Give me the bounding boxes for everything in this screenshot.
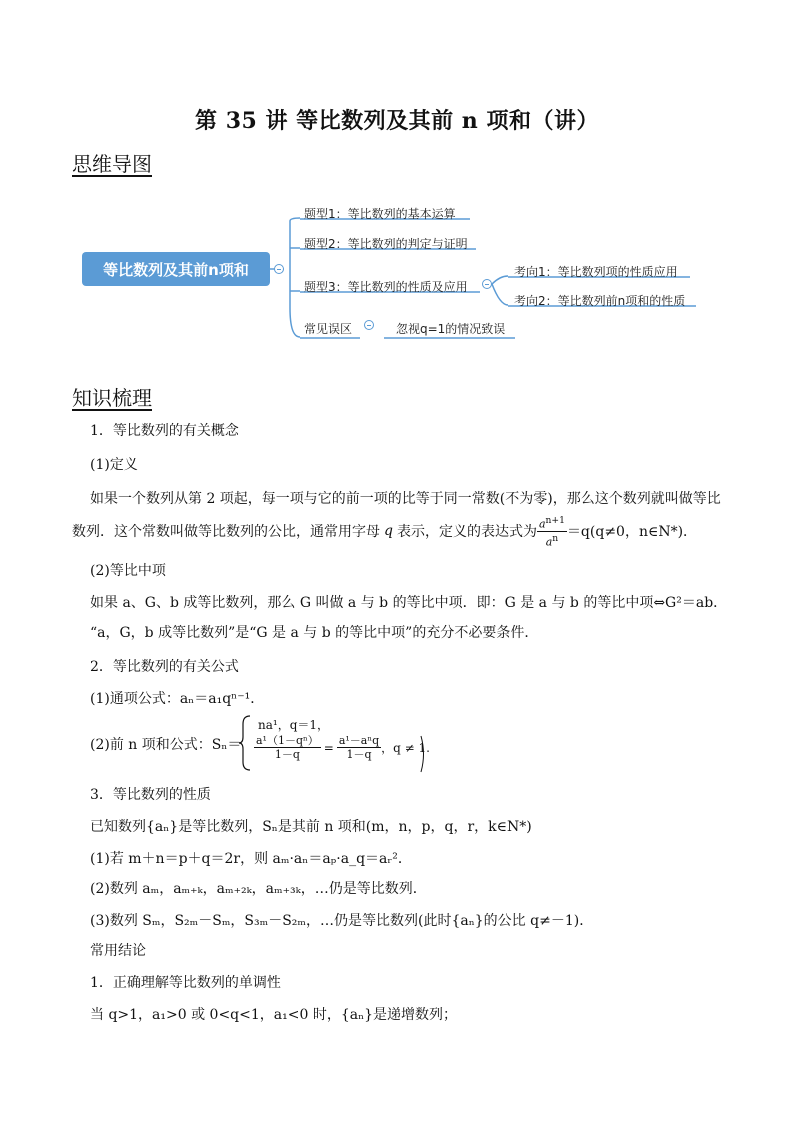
subheading-geometric-mean: (2)等比中项 [90, 563, 166, 579]
mindmap-branch-1[interactable]: 题型1：等比数列的基本运算 [304, 207, 456, 221]
mindmap-root[interactable]: 等比数列及其前n项和 [82, 252, 270, 286]
collapse-icon[interactable] [274, 264, 284, 274]
formula-sum-case-2 [254, 734, 430, 761]
property-intro: 已知数列{aₙ}是等比数列，Sₙ是其前 n 项和(m，n，p，q，r，k∈N*) [90, 819, 532, 835]
definition-line-2 [72, 514, 697, 548]
mindmap-branch-2[interactable]: 题型2：等比数列的判定与证明 [304, 237, 468, 251]
equals-sign: = [323, 740, 334, 755]
common-conclusions-heading: 常用结论 [90, 943, 146, 959]
section-mindmap-heading: 思维导图 [72, 152, 152, 176]
formula-sum-label: (2)前 n 项和公式：Sₙ＝ [90, 737, 242, 753]
collapse-icon[interactable] [364, 320, 374, 330]
sum-fraction-1-numerator: a¹（1－qⁿ） [256, 734, 319, 747]
mindmap-sub-branch-2[interactable]: 考向2：等比数列前n项和的性质 [514, 294, 686, 308]
property-3: (3)数列 Sₘ，S₂ₘ－Sₘ，S₃ₘ－S₂ₘ，…仍是等比数列(此时{aₙ}的公比 q≠－1)． [90, 913, 594, 929]
section-knowledge-heading: 知识梳理 [72, 386, 152, 410]
ratio-fraction [537, 514, 567, 548]
definition-text-2: 表示，定义的表达式为 [396, 524, 537, 541]
mindmap-branch-3[interactable]: 题型3：等比数列的性质及应用 [304, 280, 468, 294]
fraction-numerator: $a^{n+1}$ [538, 515, 565, 531]
variable-q: q [384, 523, 393, 540]
heading-properties: 3．等比数列的性质 [90, 787, 211, 803]
sum-fraction-1-denominator: 1－q [274, 748, 300, 761]
conclusion-1: 1．正确理解等比数列的单调性 [90, 975, 281, 991]
definition-line-1: 如果一个数列从第 2 项起，每一项与它的前一项的比等于同一常数(不为零)，那么这个数列就叫做等比 [90, 491, 721, 507]
heading-formulas: 2．等比数列的有关公式 [90, 659, 239, 675]
sum-fraction-2-denominator: 1－q [346, 748, 372, 761]
mindmap-branch-4[interactable]: 常见误区 [304, 322, 353, 336]
sum-fraction-1 [254, 734, 321, 761]
subheading-definition: (1)定义 [90, 457, 138, 473]
heading-concepts: 1．等比数列的有关概念 [90, 423, 239, 439]
sum-fraction-2-numerator: a¹－aⁿq [338, 734, 380, 747]
conclusion-1-detail: 当 q>1，a₁>0 或 0<q<1，a₁<0 时，{aₙ}是递增数列； [90, 1007, 458, 1023]
definition-text: 数列．这个常数叫做等比数列的公比，通常用字母 [72, 524, 380, 541]
property-1: (1)若 m＋n＝p＋q＝2r，则 aₘ·aₙ＝aₚ·a_q＝aᵣ²． [90, 851, 412, 867]
mindmap-misc-node[interactable]: 忽视q=1的情况致误 [396, 322, 506, 336]
formula-sum-case-1: na¹，q＝1， [258, 718, 330, 732]
page-title: 第 35 讲 等比数列及其前 n 项和（讲） [195, 108, 599, 134]
sum-fraction-2 [337, 734, 381, 761]
formula-general-term: (1)通项公式：aₙ＝a₁qⁿ⁻¹． [90, 691, 265, 707]
fraction-denominator: $a^n$ [545, 532, 559, 549]
mindmap-sub-branch-1[interactable]: 考向1：等比数列项的性质应用 [514, 265, 678, 279]
geometric-mean-line-2: “a，G，b 成等比数列”是“G 是 a 与 b 的等比中项”的充分不必要条件． [90, 625, 539, 641]
definition-text-3: ＝q(q≠0，n∈N*)． [566, 524, 698, 541]
sum-condition: ，q ≠ 1. [381, 741, 430, 755]
geometric-mean-line-1: 如果 a、G、b 成等比数列，那么 G 叫做 a 与 b 的等比中项．即：G 是 a 与 b 的等比中项⇔G²＝ab． [90, 595, 728, 611]
left-brace [238, 714, 252, 772]
collapse-icon[interactable] [482, 279, 492, 289]
right-paren [420, 734, 428, 774]
property-2: (2)数列 aₘ，aₘ₊ₖ，aₘ₊₂ₖ，aₘ₊₃ₖ，…仍是等比数列． [90, 881, 427, 897]
